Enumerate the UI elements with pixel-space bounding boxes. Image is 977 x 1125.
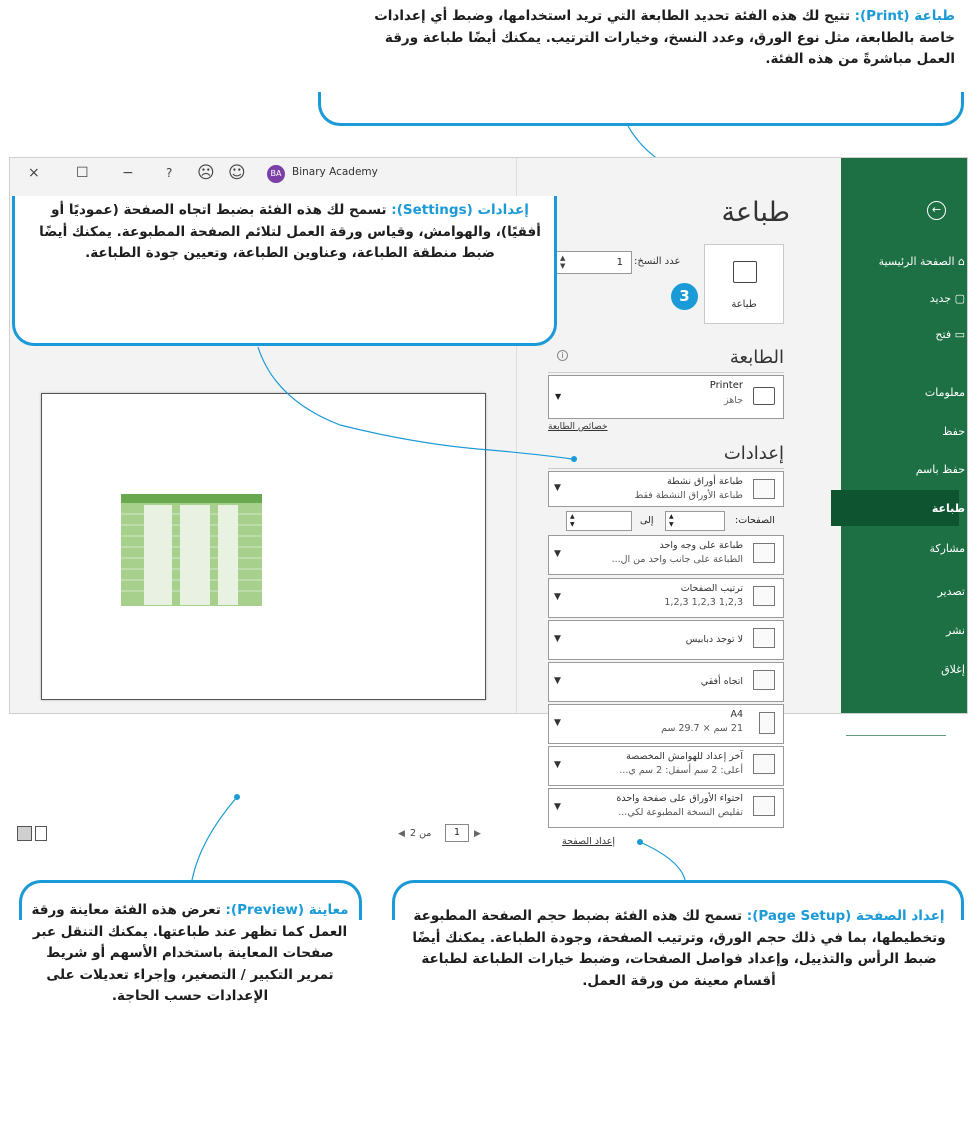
- back-arrow-icon[interactable]: ←: [927, 201, 946, 220]
- page-title: طباعة: [721, 197, 790, 228]
- nav-item-home[interactable]: ⌂ الصفحة الرئيسية: [878, 255, 965, 268]
- nav-item-account[interactable]: حساب: [934, 764, 965, 777]
- copies-spinner-icon[interactable]: ▲ ▼: [560, 254, 566, 270]
- nav-item-options[interactable]: خيارات: [932, 839, 965, 852]
- setting-print-sheets[interactable]: طباعة أوراق نشطة طباعة الأوراق النشطة فقط ▼: [548, 471, 784, 507]
- nav-item-new[interactable]: ▢ جديد: [929, 292, 965, 305]
- close-button[interactable]: ×: [28, 165, 40, 181]
- copies-value: 1: [616, 257, 623, 268]
- nav-item-print[interactable]: طباعة: [931, 502, 965, 515]
- avatar[interactable]: BA: [267, 165, 285, 183]
- setting-scaling[interactable]: احتواء الأوراق على صفحة واحدة تقليص النسخة المطبوعة لكي... ▼: [548, 788, 784, 828]
- nav-item-share[interactable]: مشاركة: [929, 542, 965, 555]
- printer-properties-link[interactable]: خصائص الطابعة: [548, 422, 608, 432]
- settings-heading: إعدادات: [723, 443, 784, 464]
- printer-name: Printer: [709, 380, 743, 391]
- nav-item-close[interactable]: إغلاق: [941, 663, 965, 676]
- copies-label: عدد النسخ:: [634, 256, 681, 267]
- callout-page-setup: [405, 906, 953, 992]
- page-number-input[interactable]: 1: [445, 824, 469, 842]
- callout-preview-body: تعرض هذه الفئة معاينة ورقة العمل كما تظهر عند طباعتها. يمكنك التنقل عبر صفحات المعاينة باستخدام الأسهم أو شريط تمرير التكبير / التصغير، وإجراء تعديلات على الإعدادات حسب الحاجة.: [31, 902, 348, 1005]
- help-button[interactable]: ?: [166, 166, 173, 180]
- nav-item-save-as[interactable]: حفظ باسم: [915, 463, 965, 476]
- next-page-button[interactable]: ▶: [474, 829, 481, 839]
- step-badge: 3: [671, 283, 698, 310]
- chevron-down-icon: ▼: [554, 802, 561, 812]
- chevron-down-icon: ▼: [555, 392, 562, 401]
- restore-button[interactable]: ☐: [76, 165, 89, 181]
- prev-page-button[interactable]: ◀: [398, 829, 405, 839]
- chevron-down-icon: ▼: [554, 718, 561, 728]
- new-doc-icon: ▢: [951, 292, 965, 305]
- chevron-down-icon: ▼: [554, 634, 561, 644]
- info-icon[interactable]: i: [557, 350, 568, 361]
- nav-item-publish[interactable]: نشر: [946, 624, 965, 637]
- nav-item-feedback[interactable]: ملاحظات: [923, 801, 965, 814]
- setting-margins[interactable]: آخر إعداد للهوامش المخصصة أعلى: 2 سم أسفل: 2 سم ي... ▼: [548, 746, 784, 786]
- nav-item-save[interactable]: حفظ: [942, 425, 965, 438]
- setting-sides[interactable]: طباعة على وجه واحد الطباعة على جانب واحد من ال... ▼: [548, 535, 784, 575]
- setting-paper-size[interactable]: A4 21 سم × 29.7 سم ▼: [548, 704, 784, 744]
- pages-label: الصفحات:: [735, 515, 775, 526]
- chevron-down-icon: ▼: [554, 592, 561, 602]
- nav-item-info[interactable]: معلومات: [924, 386, 965, 399]
- printer-status: جاهز: [723, 395, 743, 406]
- nav-item-open[interactable]: ▭ فتح: [935, 328, 965, 341]
- callout-print-body: تتيح لك هذه الفئة تحديد الطابعة التي تريد استخدامها، وضبط أي إعدادات خاصة بالطابعة، مثل نوع الورق، وعدد النسخ، وخيارات الترتيب. يمكنك أيضًا طباعة ورقة العمل مباشرةً من هذه الفئة.: [374, 8, 955, 68]
- smile-feedback-icon[interactable]: ☺: [228, 163, 246, 183]
- callout-page-setup-heading: إعداد الصفحة (Page Setup):: [746, 908, 945, 924]
- setting-staple[interactable]: لا توجد دبابيس ▼: [548, 620, 784, 660]
- callout-settings-body: تسمح لك هذه الفئة بضبط اتجاه الصفحة (عموديًا أو أفقيًا)، والهوامش، وقياس ورقة العمل لتلائم الصفحة المطبوعة. يمكنك أيضًا ضبط منطقة الطباعة، وعناوين الطباعة، وتعيين جودة الطباعة.: [39, 202, 541, 262]
- chevron-down-icon: ▼: [554, 549, 561, 559]
- print-button-label: طباعة: [731, 299, 757, 310]
- callout-settings-heading: إعدادات (Settings):: [391, 202, 529, 218]
- chevron-down-icon: ▼: [554, 760, 561, 770]
- chevron-down-icon: ▼: [554, 483, 561, 493]
- callout-preview-heading: معاينة (Preview):: [225, 902, 349, 918]
- home-icon: ⌂: [954, 255, 965, 268]
- printer-heading: الطابعة: [729, 347, 784, 368]
- minimize-button[interactable]: −: [122, 165, 134, 181]
- callout-preview: [28, 900, 352, 1008]
- frown-feedback-icon[interactable]: ☹: [197, 163, 215, 183]
- chevron-down-icon: ▼: [554, 676, 561, 686]
- setting-collation[interactable]: ترتيب الصفحات 1,2,3 1,2,3 1,2,3 ▼: [548, 578, 784, 618]
- spinner-icon: ▲ ▼: [669, 513, 674, 528]
- callout-print-heading: طباعة (Print):: [854, 8, 955, 24]
- folder-icon: ▭: [951, 328, 965, 341]
- pages-to-label: إلى: [640, 515, 654, 526]
- setting-orientation[interactable]: اتجاه أفقي ▼: [548, 662, 784, 702]
- nav-item-export[interactable]: تصدير: [937, 585, 965, 598]
- callout-page-setup-body: تسمح لك هذه الفئة بضبط حجم الصفحة المطبوعة وتخطيطها، بما في ذلك حجم الورق، وترتيب الصفحة، وجودة الطباعة. يمكنك أيضًا ضبط الرأس والتذييل، وإعداد فواصل الصفحات، وضبط خيارات الطباعة لطباعة أقسام معينة من ورقة العمل.: [412, 908, 946, 989]
- page-of-label: من 2: [410, 828, 432, 839]
- user-name: Binary Academy: [292, 166, 378, 178]
- spinner-icon: ▲ ▼: [570, 513, 575, 528]
- page-setup-link[interactable]: إعداد الصفحة: [562, 836, 615, 847]
